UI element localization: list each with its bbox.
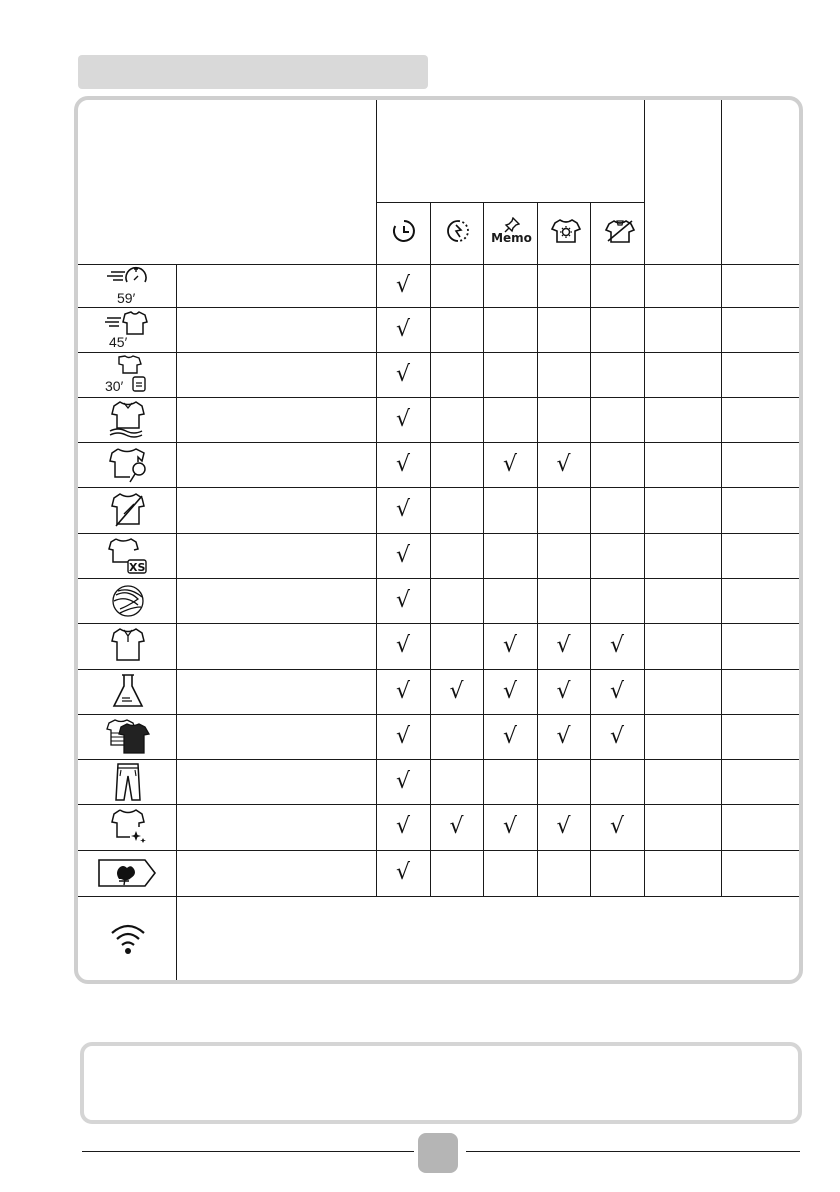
svg-text:45′: 45′ <box>109 333 128 350</box>
rinse-shirt-icon <box>78 397 178 442</box>
check-mark: √ <box>395 272 411 298</box>
wool-icon <box>78 578 178 623</box>
svg-text:30′: 30′ <box>105 377 124 394</box>
wifi-icon <box>78 896 178 980</box>
row-divider <box>78 533 800 534</box>
quick-45-icon <box>78 307 178 352</box>
header-bottom-line <box>78 264 800 265</box>
check-mark: √ <box>609 633 625 658</box>
check-mark: √ <box>395 451 411 477</box>
check-mark: √ <box>609 678 625 704</box>
column-divider <box>721 100 722 896</box>
easy-iron-icon <box>593 204 646 258</box>
row-divider <box>78 759 800 760</box>
check-mark: √ <box>395 497 411 522</box>
check-mark: √ <box>609 723 625 749</box>
cotton-shirt-icon <box>78 623 178 669</box>
check-mark: √ <box>502 451 518 477</box>
check-mark: √ <box>502 723 518 749</box>
check-mark: √ <box>395 768 411 794</box>
row-divider <box>78 714 800 715</box>
row-divider <box>78 442 800 443</box>
check-mark: √ <box>502 814 518 839</box>
footer-line-right <box>466 1151 800 1152</box>
check-mark: √ <box>395 316 411 342</box>
memo-icon <box>485 204 538 258</box>
check-mark: √ <box>556 678 571 704</box>
check-mark: √ <box>395 860 411 885</box>
daily-30-icon <box>78 352 178 397</box>
check-mark: √ <box>395 678 411 704</box>
small-load-xs-icon <box>78 533 178 578</box>
row-divider <box>78 307 800 308</box>
check-mark: √ <box>556 814 571 839</box>
row-divider <box>78 850 800 851</box>
hygiene-flask-icon <box>78 669 178 714</box>
check-mark: √ <box>556 723 571 749</box>
check-mark: √ <box>556 633 571 658</box>
row-divider <box>78 397 800 398</box>
mixed-colors-icon <box>78 714 178 759</box>
row-divider <box>78 896 800 897</box>
options-header-divider <box>376 202 644 203</box>
check-mark: √ <box>395 723 411 749</box>
check-mark: √ <box>502 678 518 704</box>
jeans-icon <box>78 759 178 804</box>
column-divider <box>644 100 645 896</box>
program-options-table <box>74 96 803 984</box>
quick-wash-icon <box>431 204 484 258</box>
delay-start-icon <box>378 204 430 258</box>
row-divider <box>78 578 800 579</box>
check-mark: √ <box>449 814 464 839</box>
row-divider <box>78 352 800 353</box>
row-number: 59′ <box>117 289 136 306</box>
row-divider <box>78 487 800 488</box>
check-mark: √ <box>395 542 411 568</box>
check-mark: √ <box>395 633 411 658</box>
no-iron-shirt-icon <box>78 487 178 533</box>
check-mark: √ <box>395 587 411 613</box>
quick-59-icon <box>78 264 178 307</box>
note-box <box>80 1042 802 1124</box>
svg-text:XS: XS <box>129 560 146 574</box>
check-mark: √ <box>395 361 411 387</box>
memo-label: Memo <box>491 231 532 245</box>
check-mark: √ <box>395 406 411 432</box>
check-mark: √ <box>449 678 464 704</box>
page-number-badge <box>418 1133 458 1173</box>
sanitize-shirt-icon <box>78 804 178 850</box>
footer-line-left <box>82 1151 414 1152</box>
check-mark: √ <box>556 451 571 477</box>
section-title-bar <box>78 55 428 89</box>
steam-icon <box>539 204 592 258</box>
stain-shirt-icon <box>78 442 178 487</box>
row-divider <box>78 623 800 624</box>
check-mark: √ <box>395 814 411 839</box>
eco-cotton-tag-icon <box>78 850 178 896</box>
check-mark: √ <box>502 633 518 658</box>
check-mark: √ <box>609 814 625 839</box>
